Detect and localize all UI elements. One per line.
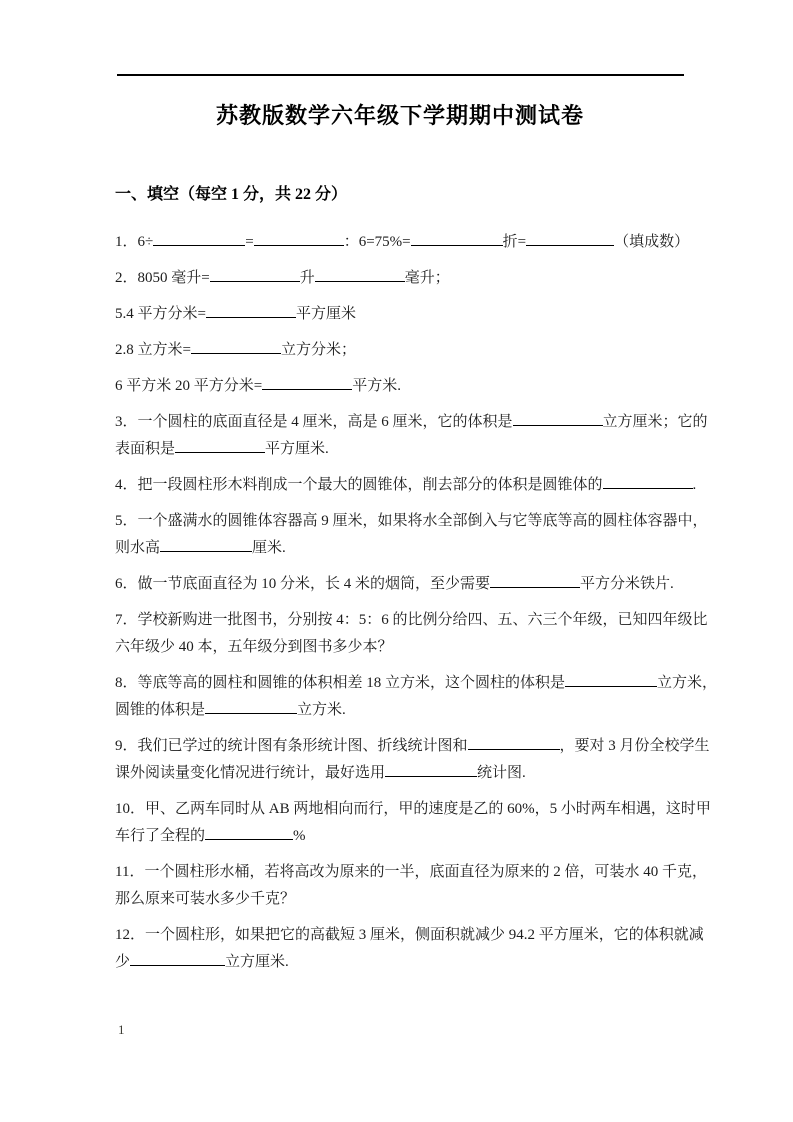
question <box>115 508 708 562</box>
question <box>115 733 710 787</box>
question-text: 10．甲、乙两车同时从 AB 两地相向而行，甲的速度是乙的 60%，5 小时两车相遇，这时甲 <box>115 801 711 817</box>
question-line <box>115 436 690 463</box>
answer-blank <box>526 230 614 246</box>
question-text: 立方分米； <box>280 342 356 358</box>
question-text: 7．学校新购进一批图书，分别按 4：5：6 的比例分给四、五、六三个年级，已知四年级比 <box>115 612 708 628</box>
question-text: % <box>293 828 306 844</box>
answer-blank <box>468 734 560 750</box>
answer-blank <box>130 950 225 966</box>
question-text: 4．把一段圆柱形木料削成一个最大的圆锥体，削去部分的体积是圆锥体的 <box>115 477 603 493</box>
question-text: 1．6÷ <box>115 234 154 250</box>
question-text: 6．做一节底面直径为 10 分米，长 4 米的烟筒，至少需要 <box>115 576 491 592</box>
question-text: 折= <box>502 234 527 250</box>
question-line <box>115 634 690 661</box>
question <box>115 859 707 913</box>
question-text: 立方米. <box>297 702 346 718</box>
header-rule <box>117 74 684 76</box>
question-text: 课外阅读量变化情况进行统计，最好选用 <box>115 765 386 781</box>
answer-blank <box>191 338 281 354</box>
question-text: 8．等底等高的圆柱和圆锥的体积相差 18 立方米，这个圆柱的体积是 <box>115 675 566 691</box>
question <box>115 301 690 328</box>
answer-blank <box>603 473 693 489</box>
question-text: 毫升； <box>404 270 450 286</box>
question-text: 9．我们已学过的统计图有条形统计图、折线统计图和 <box>115 738 468 754</box>
question-text: 表面积是 <box>115 441 176 457</box>
question-line <box>115 508 708 535</box>
answer-blank <box>175 437 265 453</box>
question-text: 平方分米铁片. <box>580 576 674 592</box>
question-line <box>115 796 711 823</box>
question <box>115 472 697 499</box>
answer-blank <box>385 761 477 777</box>
question-text: 2.8 立方米= <box>115 342 191 358</box>
question-text: 六年级少 40 本，五年级分到图书多少本？ <box>115 639 393 655</box>
question-text: 6 平方米 20 平方分米= <box>115 378 263 394</box>
question-text: = <box>245 234 254 250</box>
question-text: 车行了全程的 <box>115 828 206 844</box>
answer-blank <box>513 410 603 426</box>
answer-blank <box>160 536 252 552</box>
question-line <box>115 265 690 292</box>
answer-blank <box>205 824 293 840</box>
question <box>115 571 690 598</box>
question-line <box>115 607 708 634</box>
question-text: 厘米. <box>252 540 286 556</box>
question <box>115 229 690 256</box>
question-text: 统计图. <box>477 765 526 781</box>
question-line <box>115 472 697 499</box>
question-text: 立方米， <box>657 675 718 691</box>
question-text: . <box>692 477 697 493</box>
question <box>115 607 708 661</box>
question <box>115 337 690 364</box>
question-line <box>115 733 710 760</box>
answer-blank <box>254 230 344 246</box>
question-text: 平方厘米. <box>265 441 329 457</box>
question <box>115 922 704 976</box>
question <box>115 373 690 400</box>
question-text: 11．一个圆柱形水桶，若将高改为原来的一半，底面直径为原来的 2 倍，可装水 40 千克， <box>115 864 707 880</box>
answer-blank <box>411 230 503 246</box>
question-text: 5.4 平方分米= <box>115 306 206 322</box>
question-line <box>115 535 690 562</box>
question-text: （填成数） <box>614 234 690 250</box>
question-text: 平方厘米 <box>295 306 356 322</box>
questions <box>115 229 718 976</box>
question-text: 那么原来可装水多少千克？ <box>115 891 296 907</box>
question-text: 立方厘米；它的 <box>602 414 708 430</box>
section-heading: 一、填空（每空 1 分，共 22 分） <box>115 186 348 203</box>
question-text: 少 <box>115 954 131 970</box>
question-line <box>115 229 690 256</box>
question-text: 平方米. <box>352 378 401 394</box>
question-line <box>115 697 690 724</box>
answer-blank <box>565 671 657 687</box>
question <box>115 265 690 292</box>
question-text: 2．8050 毫升= <box>115 270 210 286</box>
question-line <box>115 301 690 328</box>
document-title: 苏教版数学六年级下学期期中测试卷 <box>215 103 584 128</box>
question-line <box>115 886 690 913</box>
question-line <box>115 823 690 850</box>
question-text: 升 <box>299 270 315 286</box>
question-text: 立方厘米. <box>225 954 289 970</box>
question-text: 3．一个圆柱的底面直径是 4 厘米，高是 6 厘米，它的体积是 <box>115 414 513 430</box>
answer-blank <box>490 572 580 588</box>
question-line <box>115 922 704 949</box>
page-number: 1 <box>118 1022 125 1037</box>
question-line <box>115 409 708 436</box>
question-line <box>115 670 718 697</box>
answer-blank <box>262 374 352 390</box>
question-text: 5．一个盛满水的圆锥体容器高 9 厘米，如果将水全部倒入与它等底等高的圆柱体容器中， <box>115 513 708 529</box>
question <box>115 670 718 724</box>
question-line <box>115 859 707 886</box>
question <box>115 796 711 850</box>
question-line <box>115 373 690 400</box>
answer-blank <box>153 230 245 246</box>
content-area <box>115 184 718 985</box>
question-line <box>115 571 690 598</box>
answer-blank <box>206 302 296 318</box>
answer-blank <box>205 698 297 714</box>
question-text: 圆锥的体积是 <box>115 702 206 718</box>
question-line <box>115 949 690 976</box>
answer-blank <box>210 266 300 282</box>
question-text: ：6=75%= <box>343 234 411 250</box>
question <box>115 409 708 463</box>
answer-blank <box>315 266 405 282</box>
question-line <box>115 337 690 364</box>
question-text: 12．一个圆柱形，如果把它的高截短 3 厘米，侧面积就减少 94.2 平方厘米，它的体积就减 <box>115 927 704 943</box>
question-text: ，要对 3 月份全校学生 <box>559 738 710 754</box>
question-line <box>115 760 690 787</box>
question-text: 则水高 <box>115 540 161 556</box>
